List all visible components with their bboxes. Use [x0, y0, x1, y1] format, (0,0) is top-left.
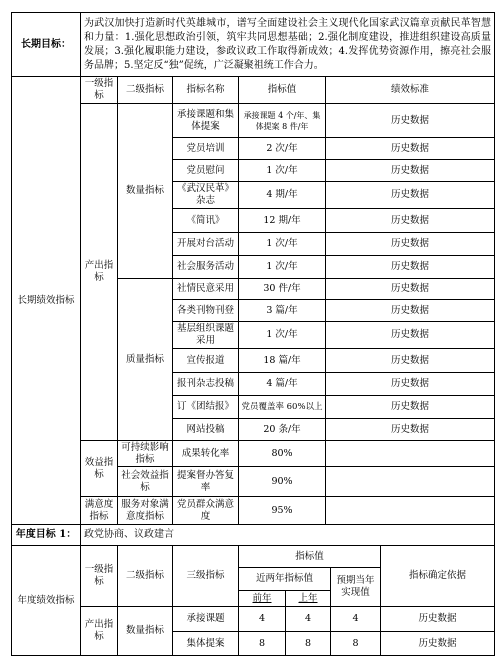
performance-standard: 历史数据 [326, 233, 495, 256]
level2-social: 社会效益指标 [118, 467, 173, 497]
indicator-value: 1 次/年 [239, 233, 326, 256]
header-basis: 指标确定依据 [381, 546, 495, 607]
indicator-name: 党员慰问 [173, 160, 239, 182]
level2-quality: 质量指标 [118, 279, 173, 441]
header-expected-value: 预期当年实现值 [331, 568, 381, 607]
performance-standard: 历史数据 [326, 138, 495, 160]
long-term-table [11, 12, 495, 525]
indicator-value: 4 期/年 [239, 182, 326, 209]
header-performance-standard: 绩效标准 [326, 77, 495, 104]
basis: 历史数据 [381, 632, 495, 656]
performance-standard: 历史数据 [326, 256, 495, 279]
indicator-name: 报刊杂志投稿 [173, 373, 239, 396]
performance-standard: 历史数据 [326, 419, 495, 441]
level2-quantity: 数量指标 [118, 104, 173, 279]
indicator-name: 集体提案 [173, 632, 239, 656]
performance-standard: 历史数据 [326, 182, 495, 209]
indicator-value: 承接课题 4 个/年、集体提案 8 件/年 [239, 104, 326, 138]
indicator-value: 1 次/年 [239, 160, 326, 182]
performance-standard: 历史数据 [326, 373, 495, 396]
header-level1: 一级指标 [81, 546, 118, 607]
indicator-value: 12 期/年 [239, 209, 326, 233]
indicator-value: 80% [239, 441, 326, 467]
indicator-name: 承接课题和集体提案 [173, 104, 239, 138]
header-indicator-value: 指标值 [239, 546, 381, 568]
long-term-goal-text: 为武汉加快打造新时代英雄城市，谱写全面建设社会主义现代化国家武汉篇章贡献民革智慧和力量：1.强化思想政治引领，筑牢共同思想基础；2.强化制度建设，推进组织建设高质量发展；3.强化履职能力建设，参政议政工作取得新成效；4.发挥优势资源作用，擦亮社会服务品牌；5.坚定反“独”促统，广泛凝聚祖统工作合力。 [81, 13, 495, 77]
performance-standard: 历史数据 [326, 209, 495, 233]
header-level2: 二级指标 [118, 546, 173, 607]
value-expected: 8 [331, 632, 381, 656]
indicator-value: 3 篇/年 [239, 300, 326, 322]
indicator-name: 开展对台活动 [173, 233, 239, 256]
header-recent-values: 近两年指标值 [239, 568, 331, 591]
indicator-name: 党员培训 [173, 138, 239, 160]
header-level2: 二级指标 [118, 77, 173, 104]
performance-standard [326, 441, 495, 467]
indicator-name: 提案督办答复率 [173, 467, 239, 497]
annual-indicators-label: 年度绩效指标 [12, 546, 81, 656]
annual-table [11, 524, 495, 656]
performance-standard [326, 497, 495, 525]
indicator-name: 承接课题 [173, 607, 239, 632]
annual-goal-text: 政党协商、议政建言 [81, 525, 495, 546]
indicator-name: 网站投稿 [173, 419, 239, 441]
header-indicator-value: 指标值 [239, 77, 326, 104]
indicator-value: 4 篇/年 [239, 373, 326, 396]
indicator-name: 订《团结报》 [173, 396, 239, 419]
value-last-year: 8 [286, 632, 331, 656]
long-term-goal-label: 长期目标： [12, 13, 81, 77]
indicator-value: 30 件/年 [239, 279, 326, 300]
indicator-value: 90% [239, 467, 326, 497]
indicator-name: 社情民意采用 [173, 279, 239, 300]
performance-standard: 历史数据 [326, 300, 495, 322]
performance-standard: 历史数据 [326, 104, 495, 138]
indicator-name: 各类刊物刊登 [173, 300, 239, 322]
header-last-year: 上年 [286, 591, 331, 607]
performance-standard: 历史数据 [326, 396, 495, 419]
indicator-value: 95% [239, 497, 326, 525]
long-term-indicators-label: 长期绩效指标 [12, 77, 81, 525]
indicator-name: 成果转化率 [173, 441, 239, 467]
value-year-before-last: 4 [239, 607, 286, 632]
indicator-value: 党员覆盖率 60%以上 [239, 396, 326, 419]
level2-sustainable: 可持续影响指标 [118, 441, 173, 467]
indicator-value: 1 次/年 [239, 256, 326, 279]
level2-service: 服务对象满意度指标 [118, 497, 173, 525]
performance-standard: 历史数据 [326, 349, 495, 373]
indicator-name: 党员群众满意度 [173, 497, 239, 525]
level1-benefit: 效益指标 [81, 441, 118, 497]
level1-output: 产出指标 [81, 607, 118, 656]
indicator-value: 18 篇/年 [239, 349, 326, 373]
performance-standard: 历史数据 [326, 322, 495, 349]
indicator-name: 宣传报道 [173, 349, 239, 373]
performance-standard: 历史数据 [326, 160, 495, 182]
value-year-before-last: 8 [239, 632, 286, 656]
header-level1: 一级指标 [81, 77, 118, 104]
performance-document [11, 12, 494, 656]
basis: 历史数据 [381, 607, 495, 632]
indicator-value: 1 次/年 [239, 322, 326, 349]
value-last-year: 4 [286, 607, 331, 632]
header-year-before-last: 前年 [239, 591, 286, 607]
level2-quantity: 数量指标 [118, 607, 173, 656]
indicator-name: 《武汉民革》杂志 [173, 182, 239, 209]
indicator-value: 20 条/年 [239, 419, 326, 441]
performance-standard: 历史数据 [326, 279, 495, 300]
indicator-value: 2 次/年 [239, 138, 326, 160]
level1-satisfaction: 满意度指标 [81, 497, 118, 525]
indicator-name: 《简讯》 [173, 209, 239, 233]
header-indicator-name: 指标名称 [173, 77, 239, 104]
annual-goal-label: 年度目标 1： [12, 525, 81, 546]
header-level3: 三级指标 [173, 546, 239, 607]
performance-standard [326, 467, 495, 497]
value-expected: 4 [331, 607, 381, 632]
indicator-name: 基层组织课题采用 [173, 322, 239, 349]
level1-output: 产出指标 [81, 104, 118, 441]
indicator-name: 社会服务活动 [173, 256, 239, 279]
